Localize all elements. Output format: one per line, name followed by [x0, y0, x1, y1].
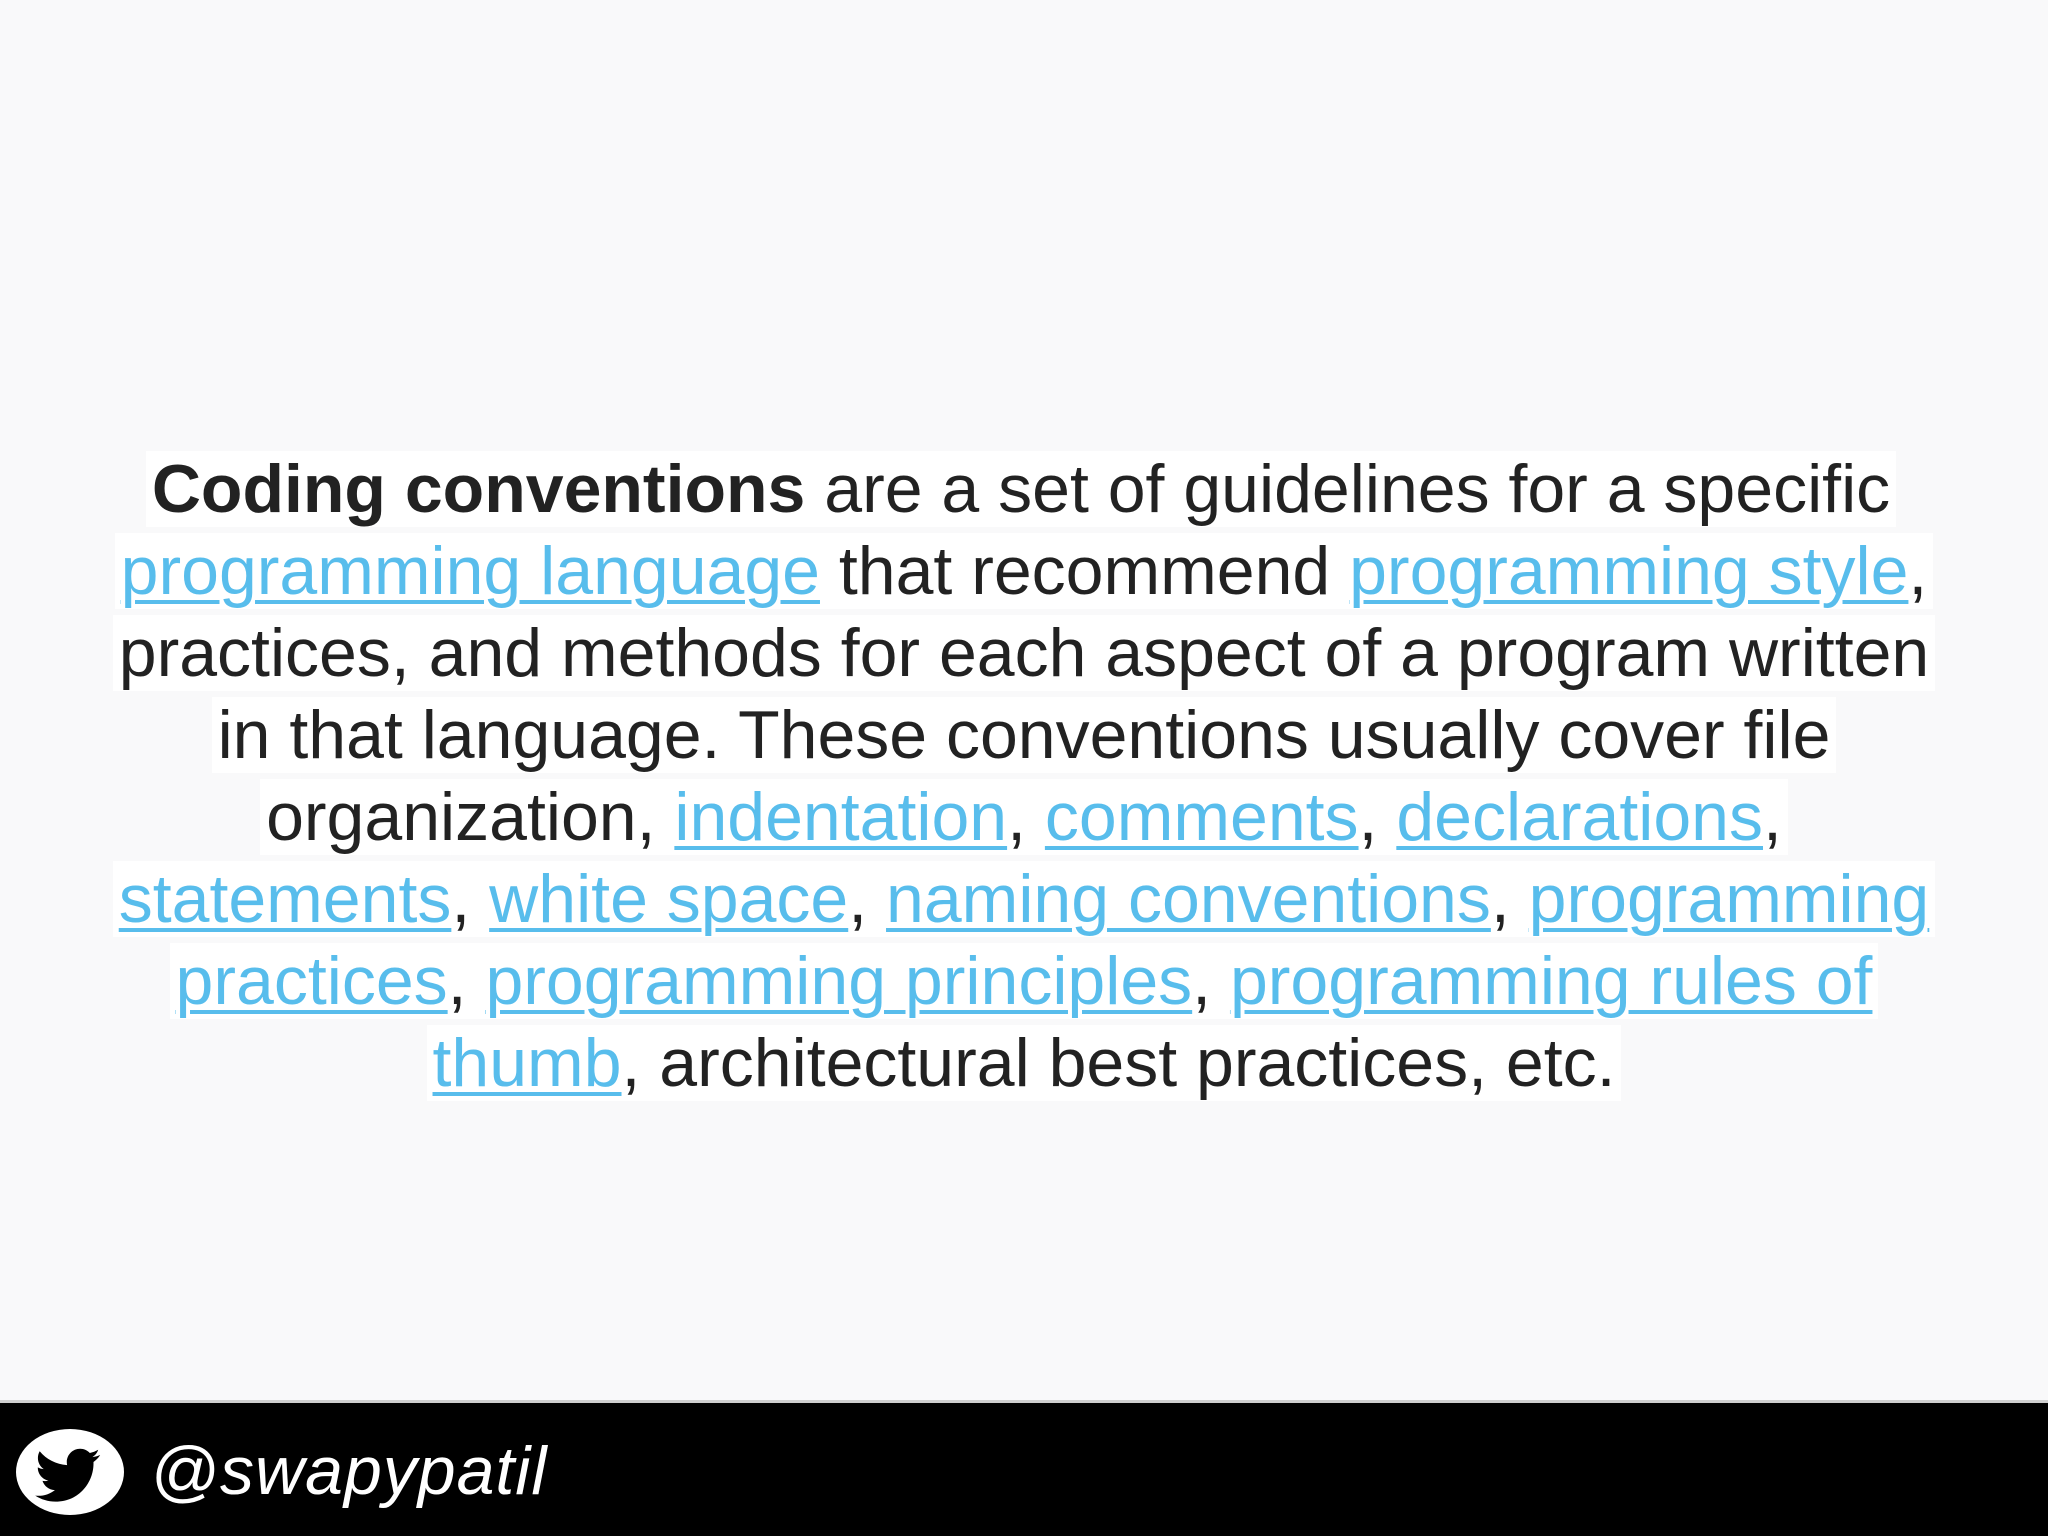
- separator: ,: [1490, 861, 1529, 937]
- link-programming-style[interactable]: programming style: [1349, 533, 1909, 609]
- text-segment: , practices, and methods for each aspect of a program written in that language. These conventions usually cover file organization,: [118, 533, 1930, 855]
- link-declarations[interactable]: declarations: [1396, 779, 1763, 855]
- text-segment: are a set of guidelines for a specific: [805, 451, 1891, 527]
- paragraph-text-block: [113, 451, 1936, 1101]
- separator: ,: [451, 861, 490, 937]
- separator: ,: [447, 943, 486, 1019]
- separator: ,: [1358, 779, 1397, 855]
- link-programming-practices[interactable]: programming practices: [175, 861, 1930, 1019]
- link-white-space[interactable]: white space: [489, 861, 849, 937]
- link-programming-rules-of-thumb[interactable]: programming rules of thumb: [432, 943, 1873, 1101]
- separator: ,: [1192, 943, 1230, 1019]
- twitter-handle[interactable]: @swapypatil: [150, 1433, 548, 1509]
- link-comments[interactable]: comments: [1044, 779, 1359, 855]
- text-segment: , architectural best practices, etc.: [621, 1025, 1616, 1101]
- footer-bar: [0, 1400, 2048, 1536]
- link-naming-conventions[interactable]: naming conventions: [886, 861, 1491, 937]
- separator: ,: [848, 861, 887, 937]
- definition-paragraph: [100, 448, 1948, 1104]
- separator: ,: [1763, 779, 1782, 855]
- text-segment: that recommend: [819, 533, 1350, 609]
- term-coding-conventions: Coding conventions: [151, 451, 806, 527]
- link-statements[interactable]: statements: [118, 861, 452, 937]
- twitter-bird-icon: [14, 1427, 126, 1517]
- link-programming-principles[interactable]: programming principles: [485, 943, 1193, 1019]
- link-indentation[interactable]: indentation: [674, 779, 1008, 855]
- link-programming-language[interactable]: programming language: [120, 533, 820, 609]
- separator: ,: [1007, 779, 1045, 855]
